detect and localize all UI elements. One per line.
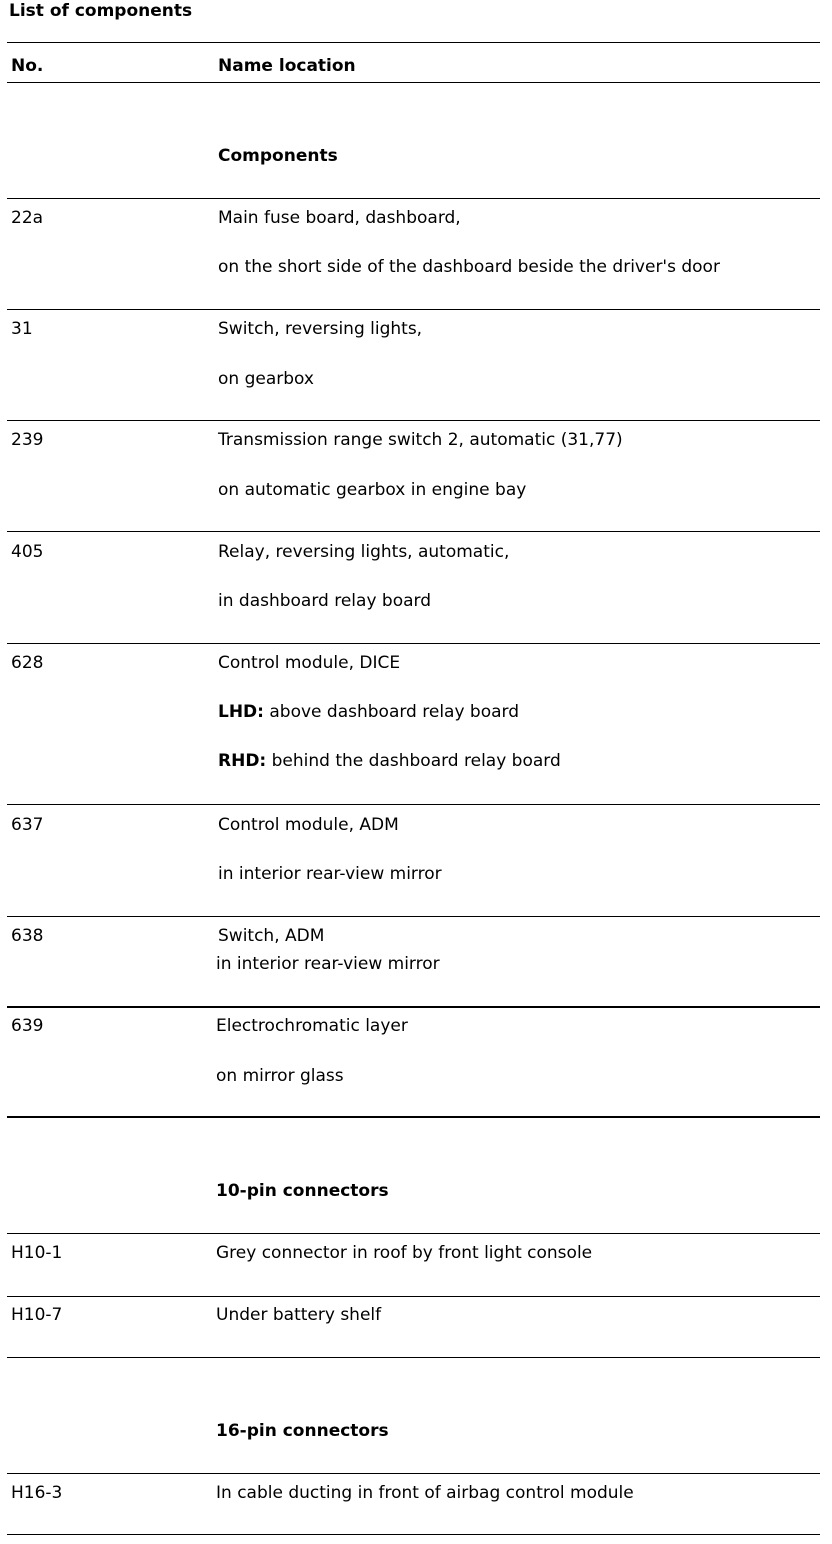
table-bottom-rule — [7, 1534, 820, 1535]
row-number: 638 — [11, 926, 44, 946]
row-number: 239 — [11, 430, 44, 450]
row-location-lhd — [218, 702, 519, 722]
row-name: Electrochromatic layer — [216, 1016, 408, 1036]
row-name: Control module, DICE — [218, 653, 401, 673]
table-top-rule — [7, 42, 820, 43]
header-bottom-rule — [7, 82, 820, 83]
row-divider — [7, 1233, 820, 1234]
row-name: Transmission range switch 2, automatic (31,77) — [218, 430, 623, 450]
lhd-label: LHD: — [218, 702, 264, 722]
row-divider — [7, 804, 820, 805]
row-name: Grey connector in roof by front light console — [216, 1243, 593, 1263]
row-location: on gearbox — [218, 369, 314, 389]
row-divider — [7, 916, 820, 917]
section-heading-10-pin-connectors: 10-pin connectors — [216, 1181, 389, 1201]
row-number: H10-1 — [11, 1243, 63, 1263]
row-number: 637 — [11, 815, 44, 835]
row-location: in dashboard relay board — [218, 591, 432, 611]
row-number: 31 — [11, 319, 33, 339]
row-name: Control module, ADM — [218, 815, 399, 835]
row-name: Relay, reversing lights, automatic, — [218, 542, 510, 562]
row-location: in interior rear-view mirror — [218, 864, 442, 884]
section-heading-16-pin-connectors: 16-pin connectors — [216, 1421, 389, 1441]
row-name: Switch, reversing lights, — [218, 319, 423, 339]
row-number: 628 — [11, 653, 44, 673]
row-number: H10-7 — [11, 1305, 63, 1325]
column-header-name-location: Name location — [218, 56, 356, 76]
row-divider — [7, 1296, 820, 1297]
section-heading-components: Components — [218, 146, 338, 166]
row-divider — [7, 643, 820, 644]
row-divider — [7, 1006, 820, 1008]
section-end-rule — [7, 1116, 820, 1118]
row-divider — [7, 309, 820, 310]
row-number: 22a — [11, 208, 44, 228]
row-name: Switch, ADM — [218, 926, 325, 946]
row-location-rhd — [218, 751, 561, 771]
section-end-rule — [7, 1357, 820, 1358]
row-location: on the short side of the dashboard beside the driver's door — [218, 257, 720, 277]
row-number: 639 — [11, 1016, 44, 1036]
row-name: Under battery shelf — [216, 1305, 382, 1325]
row-location: on automatic gearbox in engine bay — [218, 480, 527, 500]
row-name: Main fuse board, dashboard, — [218, 208, 461, 228]
row-number: 405 — [11, 542, 44, 562]
page-title: List of components — [9, 1, 193, 21]
row-divider — [7, 198, 820, 199]
row-name: In cable ducting in front of airbag control module — [216, 1483, 634, 1503]
row-divider — [7, 531, 820, 532]
row-divider — [7, 420, 820, 421]
row-location: on mirror glass — [216, 1066, 344, 1086]
rhd-text: behind the dashboard relay board — [266, 751, 561, 771]
row-location: in interior rear-view mirror — [216, 954, 440, 974]
column-header-no: No. — [11, 56, 44, 76]
row-divider — [7, 1473, 820, 1474]
lhd-text: above dashboard relay board — [263, 702, 520, 722]
row-number: H16-3 — [11, 1483, 63, 1503]
rhd-label: RHD: — [218, 751, 267, 771]
